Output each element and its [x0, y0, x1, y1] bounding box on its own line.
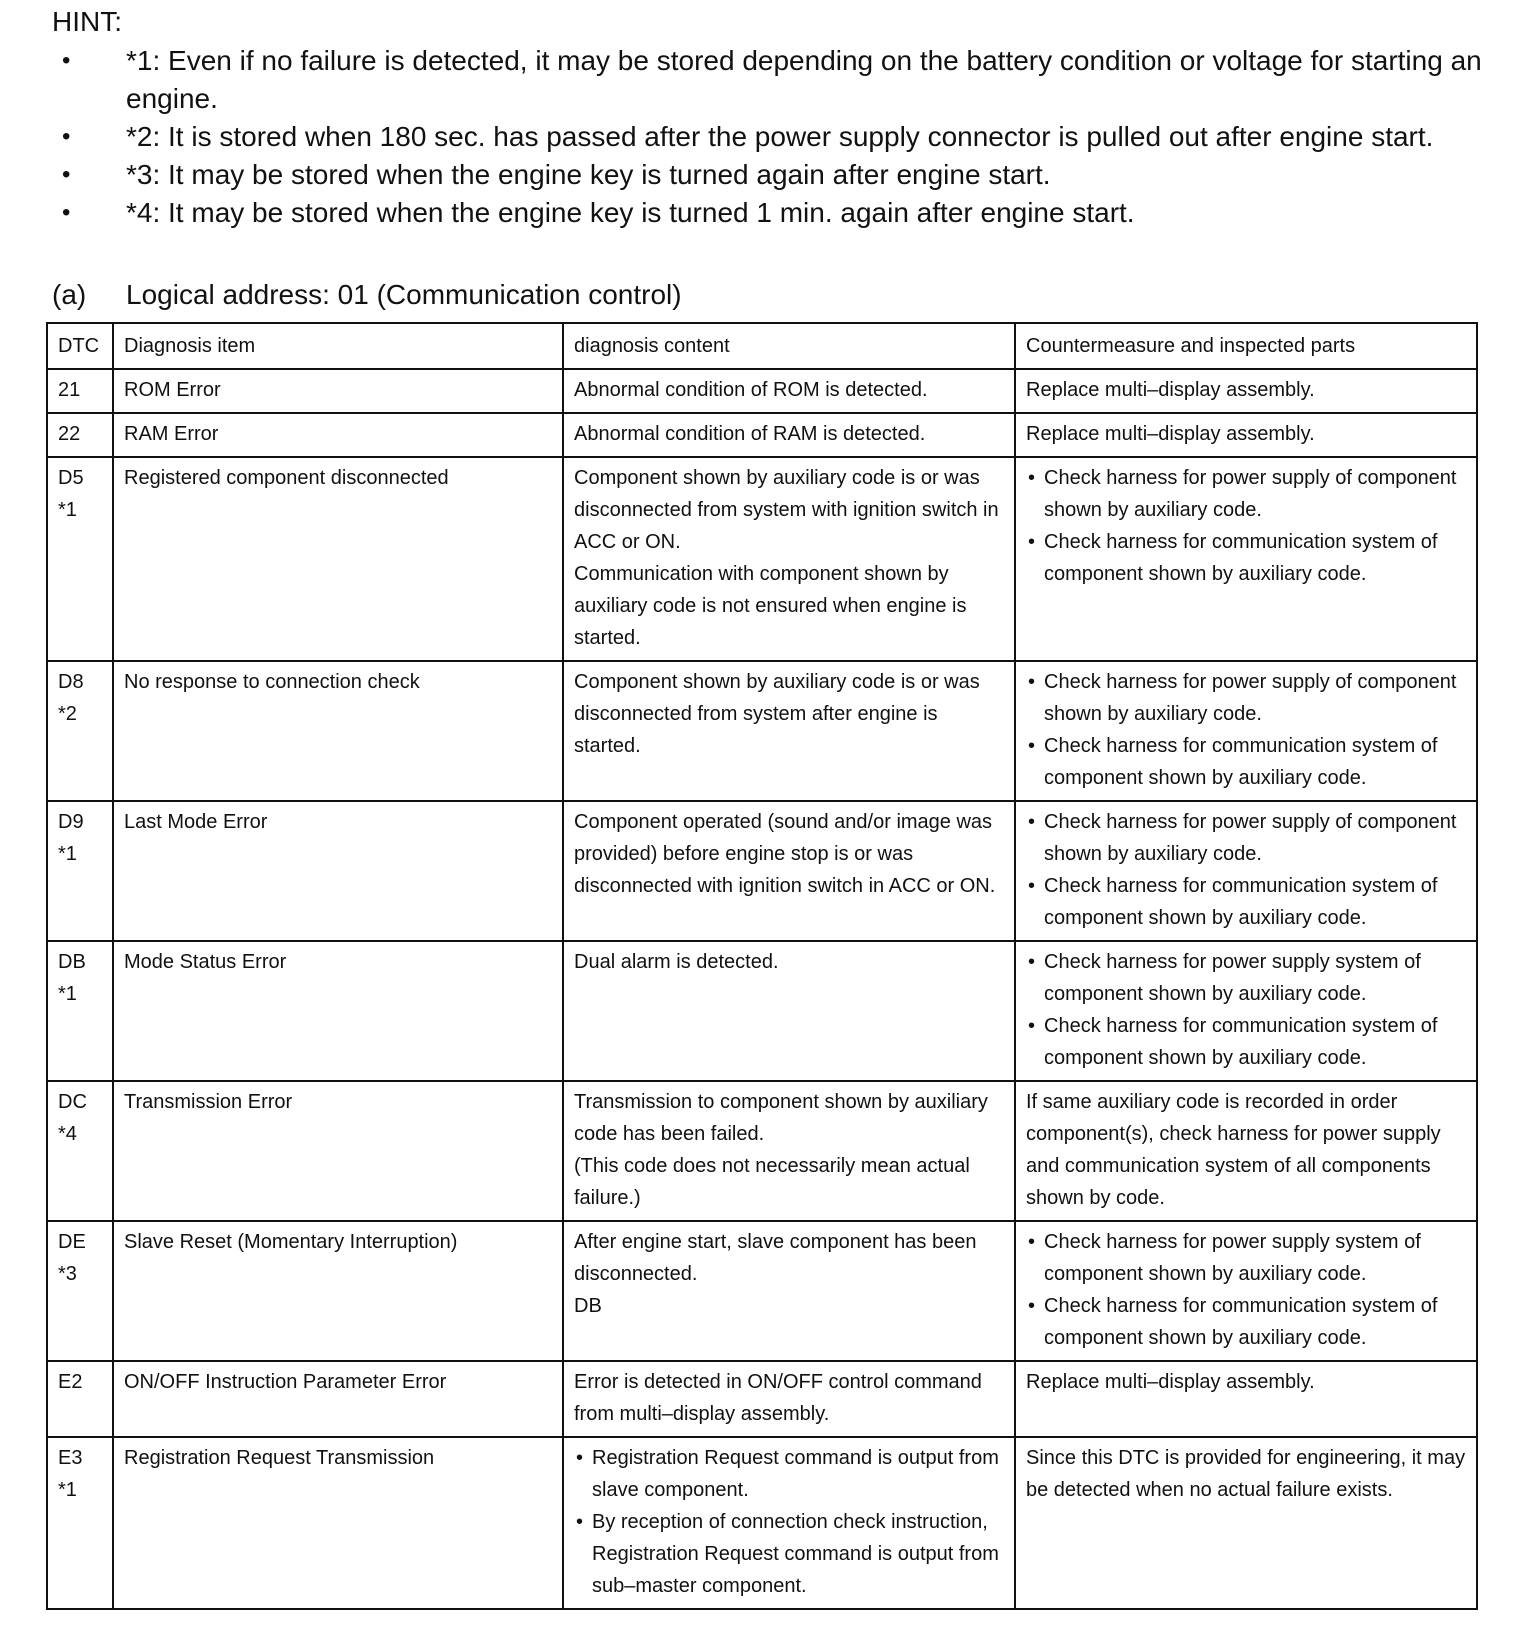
dtc-code-cell [47, 1081, 113, 1221]
dtc-code: 22 [58, 423, 81, 445]
footnote-ref: *4 [58, 1123, 77, 1145]
diagnosis-content-cell: Dual alarm is detected. [563, 941, 1015, 1081]
footnote-ref: *1 [58, 499, 77, 521]
countermeasure-cell: Replace multi–display assembly. [1015, 1361, 1477, 1437]
countermeasure-bullet: • Check harness for communication system of component shown by auxiliary code. [1026, 870, 1466, 934]
hint-note-text: *4: It may be stored when the engine key is turned 1 min. again after engine start. [126, 197, 1135, 228]
dtc-code-cell [47, 1437, 113, 1609]
diagnosis-item-cell: No response to connection check [113, 661, 563, 801]
footnote-ref: *1 [58, 843, 77, 865]
table-row [47, 369, 1477, 413]
table-row [47, 1437, 1477, 1609]
section-marker: (a) [52, 279, 87, 310]
diagnosis-content-cell: Abnormal condition of RAM is detected. [563, 413, 1015, 457]
countermeasure-bullet: • Check harness for communication system of component shown by auxiliary code. [1026, 1290, 1466, 1354]
dtc-code: DC [58, 1091, 87, 1113]
countermeasure-cell [1015, 801, 1477, 941]
diagnosis-item-cell: Last Mode Error [113, 801, 563, 941]
diagnosis-content-cell [563, 457, 1015, 661]
header-countermeasure: Countermeasure and inspected parts [1015, 323, 1477, 369]
dtc-table [46, 322, 1478, 1610]
hint-note [52, 194, 1482, 232]
bullet-icon: • [62, 161, 71, 188]
dtc-code: D8 [58, 671, 84, 693]
table-row [47, 1361, 1477, 1437]
content-text: After engine start, slave component has been disconnected. [574, 1231, 977, 1285]
table-row [47, 1221, 1477, 1361]
dtc-code: D5 [58, 467, 84, 489]
section-title: Logical address: 01 (Communication control) [126, 279, 682, 310]
hint-note [52, 118, 1482, 156]
hint-note [52, 156, 1482, 194]
section-heading [52, 276, 682, 314]
content-text: DB [574, 1295, 602, 1317]
hint-note [52, 42, 1482, 118]
hint-notes [52, 42, 1482, 232]
footnote-ref: *1 [58, 983, 77, 1005]
dtc-code: 21 [58, 379, 81, 401]
footnote-ref: *1 [58, 1479, 77, 1501]
diagnosis-item-cell: RAM Error [113, 413, 563, 457]
countermeasure-cell [1015, 941, 1477, 1081]
diagnosis-item-cell: Registration Request Transmission [113, 1437, 563, 1609]
countermeasure-bullet: • Check harness for communication system of component shown by auxiliary code. [1026, 1010, 1466, 1074]
countermeasure-bullet: • Check harness for power supply of component shown by auxiliary code. [1026, 462, 1466, 526]
bullet-icon: • [62, 199, 71, 226]
table-row [47, 941, 1477, 1081]
table-row [47, 801, 1477, 941]
footnote-ref: *3 [58, 1263, 77, 1285]
table-row [47, 1081, 1477, 1221]
diagnosis-content-cell: Error is detected in ON/OFF control command from multi–display assembly. [563, 1361, 1015, 1437]
diagnosis-item-cell: Registered component disconnected [113, 457, 563, 661]
diagnosis-item-cell: Transmission Error [113, 1081, 563, 1221]
content-text: Communication with component shown by auxiliary code is not ensured when engine is started. [574, 563, 967, 649]
content-text: Transmission to component shown by auxiliary code has been failed. [574, 1091, 988, 1145]
dtc-code-cell [47, 1221, 113, 1361]
footnote-ref: *2 [58, 703, 77, 725]
countermeasure-bullet: • Check harness for power supply of component shown by auxiliary code. [1026, 806, 1466, 870]
table-header-row [47, 323, 1477, 369]
diagnosis-item-cell: ON/OFF Instruction Parameter Error [113, 1361, 563, 1437]
countermeasure-cell: If same auxiliary code is recorded in order component(s), check harness for power supply and communication system of all components shown by code. [1015, 1081, 1477, 1221]
dtc-code-cell [47, 661, 113, 801]
dtc-code: E3 [58, 1447, 83, 1469]
content-text: Component shown by auxiliary code is or was disconnected from system with ignition switch in ACC or ON. [574, 467, 999, 553]
countermeasure-bullet: • Check harness for communication system of component shown by auxiliary code. [1026, 526, 1466, 590]
content-bullet: • Registration Request command is output from slave component. [574, 1442, 1004, 1506]
table-row [47, 457, 1477, 661]
countermeasure-cell [1015, 661, 1477, 801]
countermeasure-bullet: • Check harness for power supply system of component shown by auxiliary code. [1026, 1226, 1466, 1290]
dtc-code-cell [47, 941, 113, 1081]
dtc-code-cell [47, 801, 113, 941]
diagnosis-content-cell: Component operated (sound and/or image was provided) before engine stop is or was disconnected with ignition switch in ACC or ON. [563, 801, 1015, 941]
hint-title: HINT: [52, 6, 122, 37]
diagnosis-content-cell: Component shown by auxiliary code is or was disconnected from system after engine is started. [563, 661, 1015, 801]
diagnosis-content-cell [563, 1081, 1015, 1221]
countermeasure-cell: Since this DTC is provided for engineering, it may be detected when no actual failure exists. [1015, 1437, 1477, 1609]
countermeasure-bullet: • Check harness for power supply of component shown by auxiliary code. [1026, 666, 1466, 730]
table-row [47, 661, 1477, 801]
dtc-code: D9 [58, 811, 84, 833]
diagnosis-item-cell: ROM Error [113, 369, 563, 413]
header-diagnosis-item: Diagnosis item [113, 323, 563, 369]
header-dtc: DTC [47, 323, 113, 369]
diagnosis-content-cell [563, 1221, 1015, 1361]
diagnosis-content-cell [563, 1437, 1015, 1609]
countermeasure-cell [1015, 457, 1477, 661]
diagnosis-content-cell: Abnormal condition of ROM is detected. [563, 369, 1015, 413]
dtc-code-cell [47, 413, 113, 457]
dtc-code-cell [47, 1361, 113, 1437]
countermeasure-cell [1015, 1221, 1477, 1361]
diagnosis-item-cell: Mode Status Error [113, 941, 563, 1081]
content-text: (This code does not necessarily mean actual failure.) [574, 1155, 970, 1209]
content-bullet: • By reception of connection check instruction, Registration Request command is output from sub–master component. [574, 1506, 1004, 1602]
table-row [47, 413, 1477, 457]
bullet-icon: • [62, 123, 71, 150]
countermeasure-cell: Replace multi–display assembly. [1015, 369, 1477, 413]
dtc-code-cell [47, 369, 113, 413]
dtc-code: E2 [58, 1371, 83, 1393]
hint-note-text: *1: Even if no failure is detected, it may be stored depending on the battery condition or voltage for starting an engine. [126, 45, 1482, 114]
dtc-code-cell [47, 457, 113, 661]
header-diagnosis-content: diagnosis content [563, 323, 1015, 369]
bullet-icon: • [62, 47, 71, 74]
dtc-code: DB [58, 951, 86, 973]
countermeasure-cell: Replace multi–display assembly. [1015, 413, 1477, 457]
dtc-code: DE [58, 1231, 86, 1253]
hint-note-text: *3: It may be stored when the engine key is turned again after engine start. [126, 159, 1051, 190]
countermeasure-bullet: • Check harness for power supply system of component shown by auxiliary code. [1026, 946, 1466, 1010]
diagnosis-item-cell: Slave Reset (Momentary Interruption) [113, 1221, 563, 1361]
countermeasure-bullet: • Check harness for communication system of component shown by auxiliary code. [1026, 730, 1466, 794]
hint-note-text: *2: It is stored when 180 sec. has passed after the power supply connector is pulled out after engine start. [126, 121, 1434, 152]
